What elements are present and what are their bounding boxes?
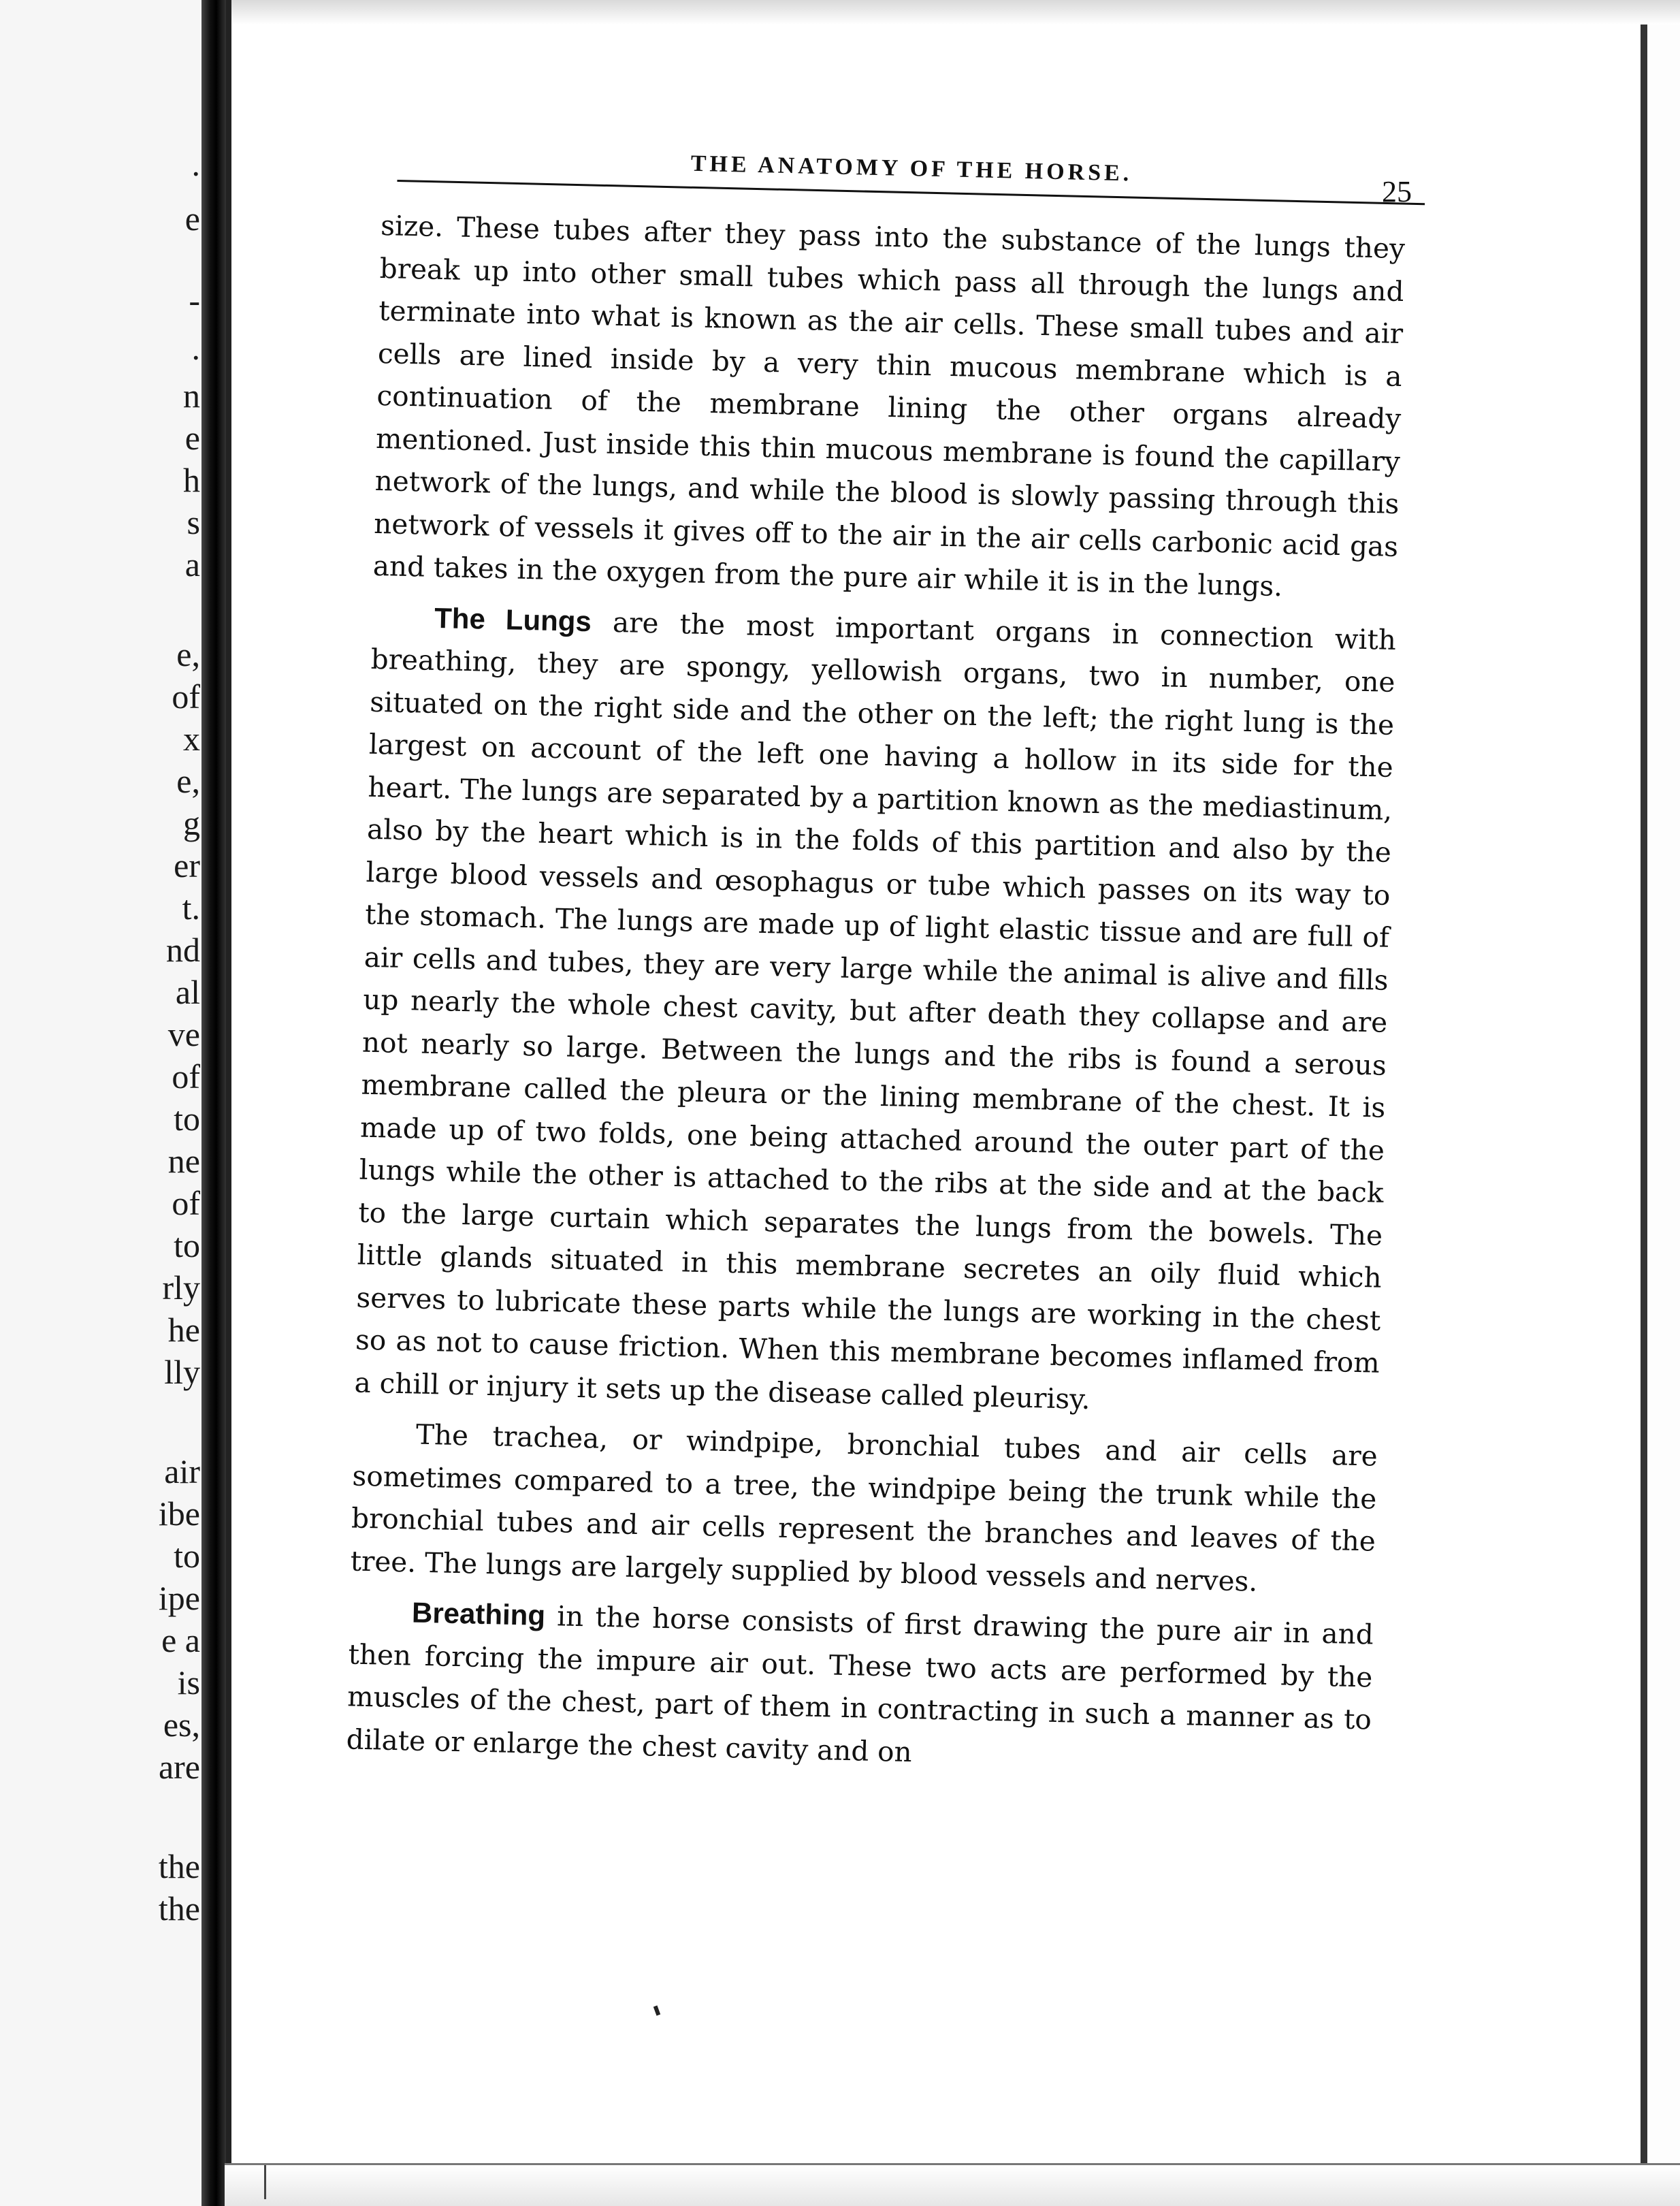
page-top-shadow — [231, 0, 1680, 25]
left-page-fragment: nd — [166, 931, 200, 969]
binding-shadow — [201, 0, 226, 2206]
paragraph — [350, 1412, 1378, 1605]
paragraph — [346, 1590, 1374, 1783]
left-page-fragment: s — [187, 503, 200, 541]
ink-speck — [264, 2165, 266, 2199]
left-page-fragment: es, — [163, 1706, 200, 1744]
left-page-fragment: x — [183, 720, 200, 758]
left-page-fragment: g — [183, 804, 200, 842]
paragraph-text: The trachea, or windpipe, bronchial tubes and air cells are sometimes compared to a tree, the windpipe being the trunk while the bronchial tubes and air cells represent the branches and leaves of the tree. The lungs are largely supplied by blood vessels and nerves. — [350, 1418, 1378, 1598]
section-heading-breathing: Breathing — [411, 1596, 546, 1631]
left-page-fragment: er — [174, 846, 200, 884]
paragraph — [354, 595, 1397, 1426]
left-page-fragment: - — [189, 281, 200, 319]
section-heading-lungs: The Lungs — [434, 601, 592, 637]
left-page-fragment: of — [172, 677, 200, 716]
running-head-title: THE ANATOMY OF THE HORSE. — [690, 150, 1133, 187]
left-page-fragment: air — [164, 1452, 200, 1490]
left-facing-page — [0, 0, 204, 2206]
left-page-fragment: e — [184, 199, 200, 238]
left-page-fragment: e a — [161, 1621, 200, 1659]
body-text — [346, 204, 1406, 1792]
left-page-fragment: t. — [182, 889, 200, 927]
left-page-fragment: a — [184, 545, 200, 584]
left-page-fragment: e, — [176, 762, 200, 800]
left-page-fragment: the — [158, 1889, 200, 1928]
left-page-fragment: ve — [167, 1015, 200, 1053]
left-page-fragment: rly — [162, 1268, 200, 1307]
left-page-fragment: ibe — [158, 1494, 200, 1533]
left-page-fragment: al — [175, 973, 200, 1011]
paragraph-text: are the most important organs in connection with breathing, they are spongy, yellowish organs, two in number, one situated on the right side and the other on the left; the right lung is the largest on account of the left one having a hollow in its side for the heart. The lungs are separated by a partition known as the mediastinum, also by the heart which is in the folds of this partition and also by the large blood vessels and œsophagus or tube which passes on its way to the stomach. The lungs are made up of light elastic tissue and are full of air cells and tubes, they are very large while the animal is alive and fills up nearly the whole chest cavity, but after death they collapse and are not nearly so large. Between the lungs and the ribs is found a serous membrane called the pleura or the lining membrane of the chest. It is made up of two folds, one being attached around the outer part of the lungs while the other is attached to the ribs at the side and at the back to the large curtain which separates the lungs from the bowels. The little glands situated in this membrane secretes an oily fluid which serves to lubricate these parts while the lungs are working in the chest so as not to cause friction. When this membrane becomes inflamed from a chill or injury it sets up the disease called pleurisy. — [354, 605, 1397, 1416]
page-bottom-edge — [225, 2163, 1680, 2206]
paragraph-text: in the horse consists of first drawing the pure air in and then forcing the impure air out. These two acts are performed by the muscles of the chest, part of them in contracting in such a manner as to dilate or enlarge the chest cavity and on — [346, 1599, 1374, 1768]
left-page-fragment: ipe — [158, 1579, 200, 1617]
left-page-fragment: the — [158, 1847, 200, 1885]
left-page-fragment: to — [174, 1537, 200, 1575]
left-page-fragment: . — [191, 145, 200, 183]
paragraph — [372, 204, 1405, 610]
left-page-fragment: e, — [176, 635, 200, 673]
left-page-fragment: . — [191, 329, 200, 367]
left-page-fragment: to — [174, 1100, 200, 1138]
left-page-fragment: of — [172, 1057, 200, 1096]
left-page-fragment: he — [167, 1311, 200, 1349]
left-page-fragment: n — [183, 377, 200, 415]
left-page-fragment: e — [184, 419, 200, 457]
binding-edge — [226, 0, 231, 2206]
left-page-fragment: lly — [164, 1353, 200, 1391]
paragraph-text: size. These tubes after they pass into the substance of the lungs they break up into other small tubes which pass all through the lungs and terminate into what is known as the air cells. These small tubes and air cells are lined inside by a very thin mucous membrane which is a continuation of the membrane lining the other organs already mentioned. Just inside this thin mucous membrane is found the capillary network of the lungs, and while the blood is slowly passing through this network of vessels it gives off to the air in the air cells carbonic acid gas and takes in the oxygen from the pure air while it is in the lungs. — [372, 208, 1406, 603]
page-number: 25 — [1382, 175, 1412, 208]
left-page-fragment: are — [158, 1748, 200, 1786]
left-page-fragment: is — [177, 1663, 200, 1701]
left-page-fragment: h — [183, 461, 200, 499]
left-page-fragment: of — [172, 1184, 200, 1222]
left-page-fragment: ne — [167, 1142, 200, 1180]
left-page-fragment: to — [174, 1226, 200, 1264]
